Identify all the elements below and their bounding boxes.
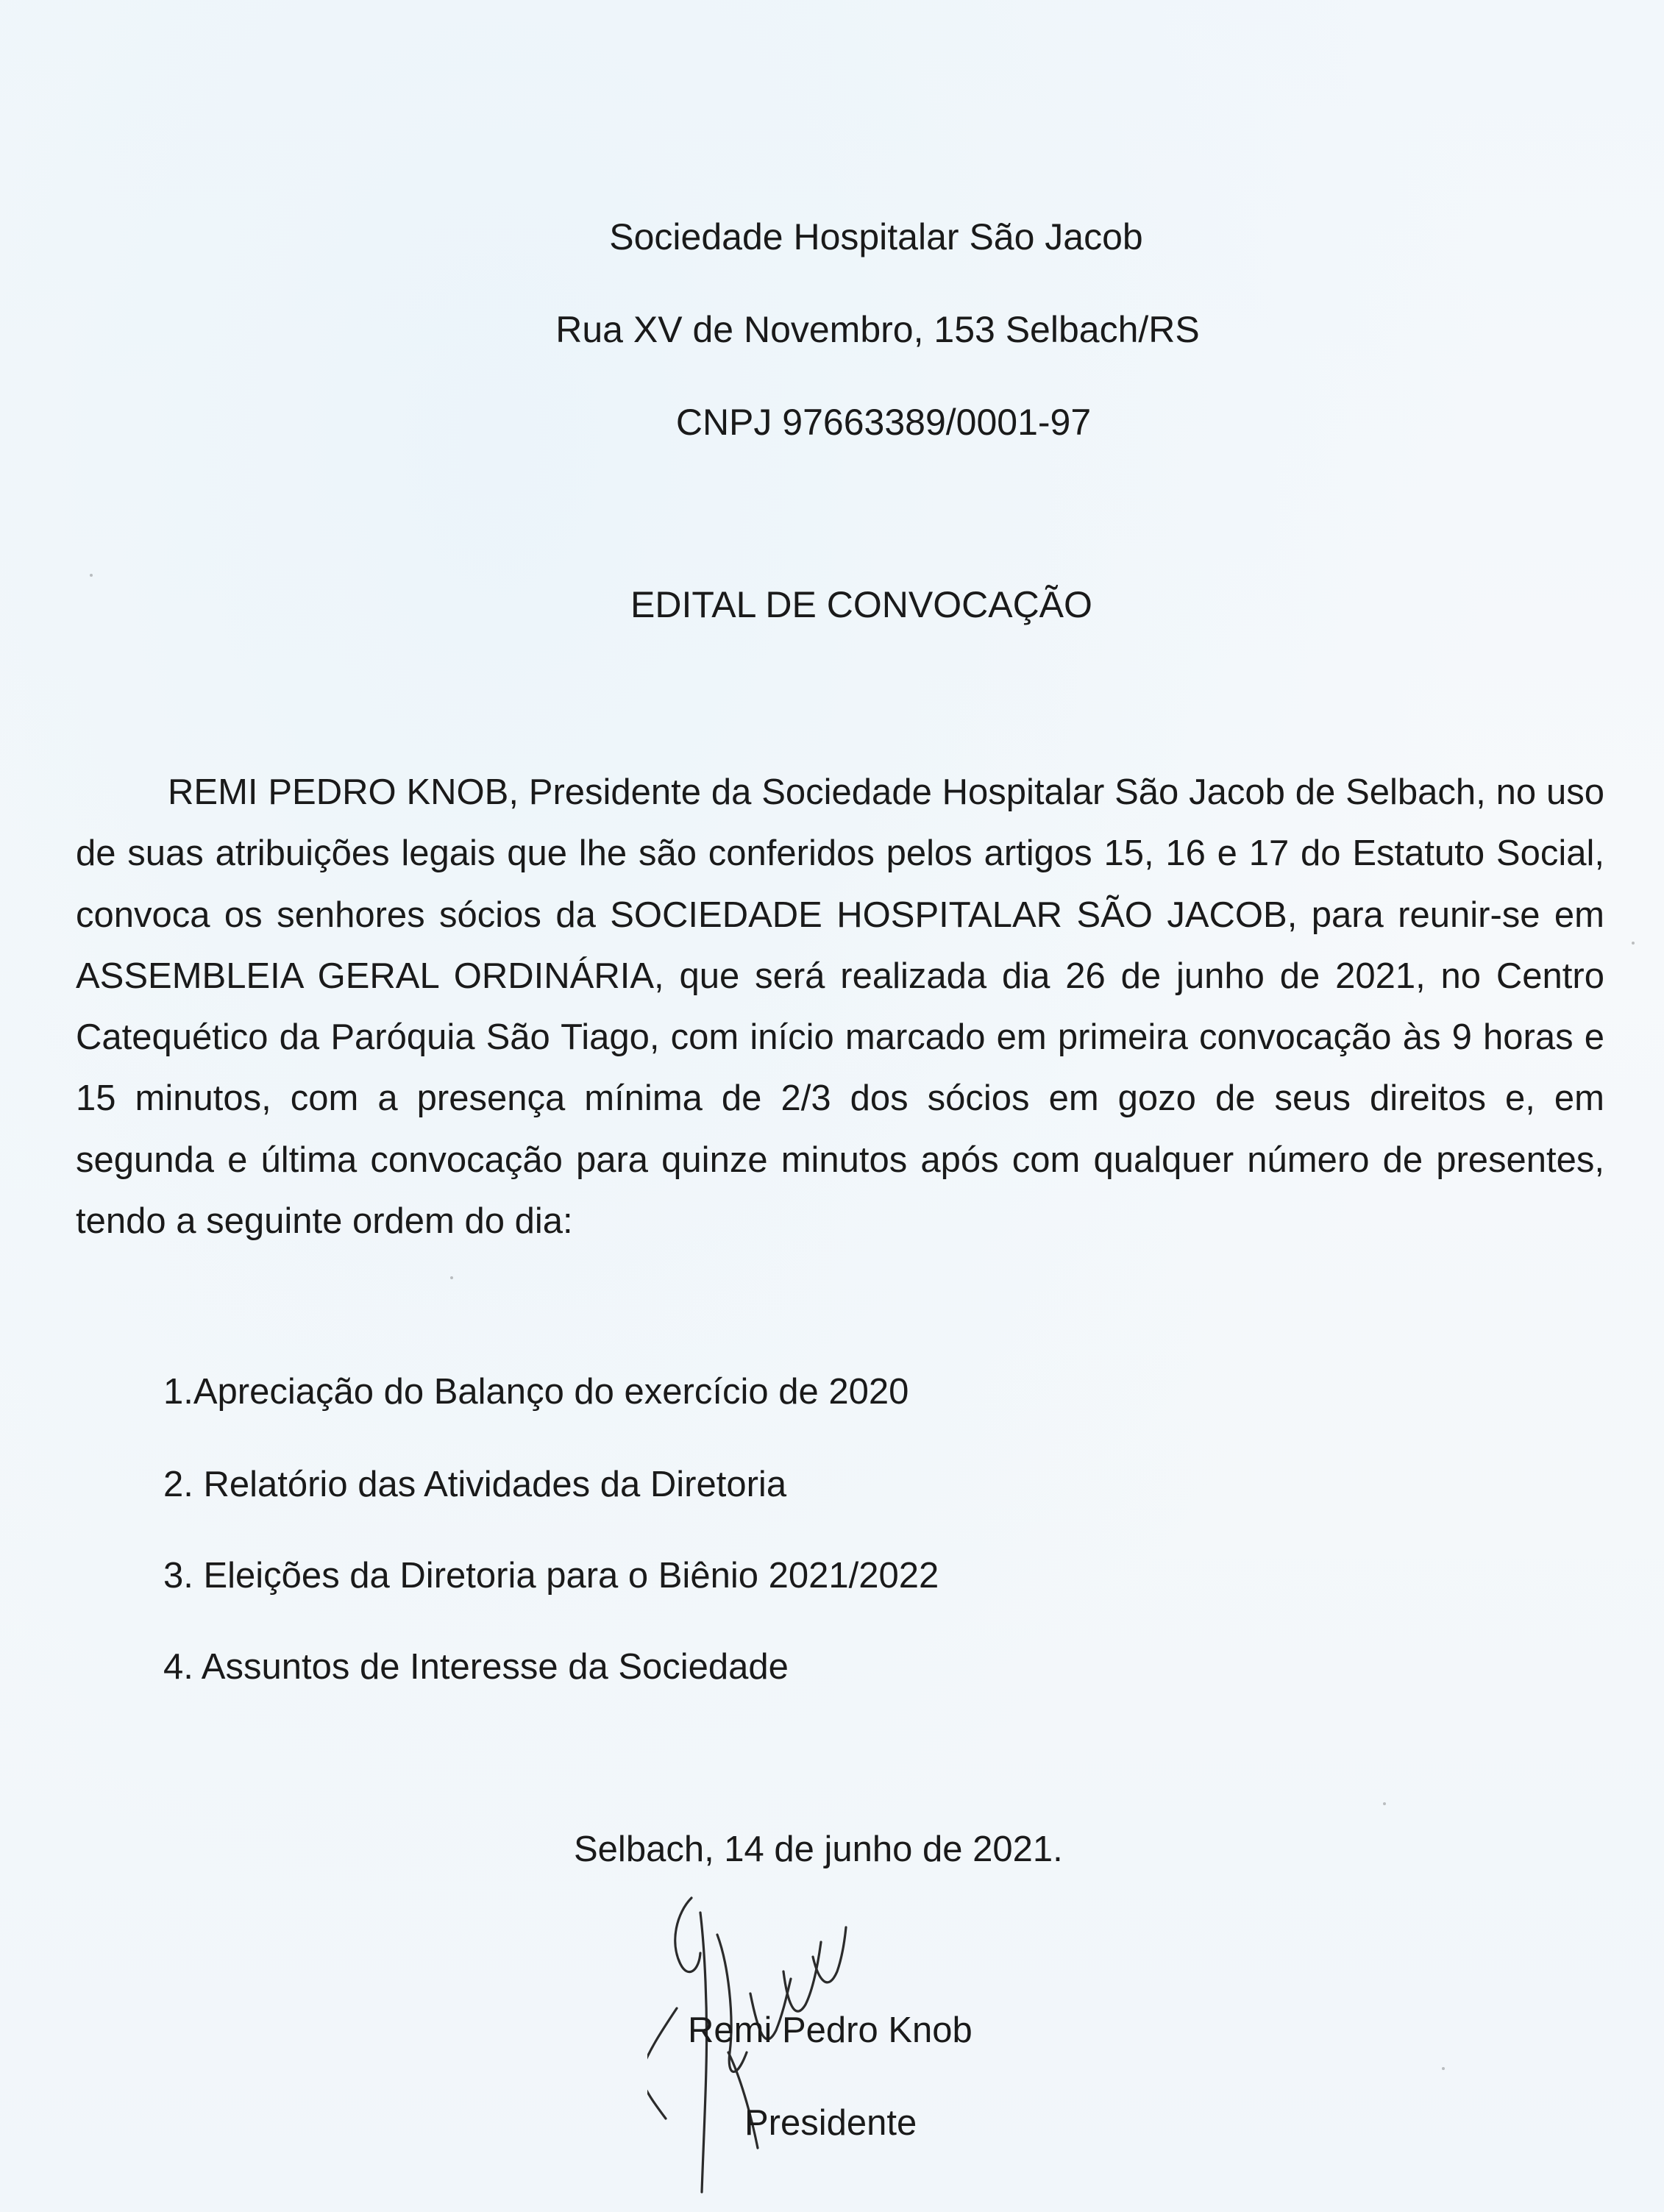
convocation-paragraph: REMI PEDRO KNOB, Presidente da Sociedade Hospitalar São Jacob de Selbach, no uso de suas atribuições legais que lhe são conferidos pelos artigos 15, 16 e 17 do Estatuto Social, convoca os senhores sócios da SOCIEDADE HOSPITALAR SÃO JACOB, para reunir-se em ASSEMBLEIA GERAL ORDINÁRIA, que será realizada dia 26 de junho de 2021, no Centro Catequético da Paróquia São Tiago, com início marcado em primeira convocação às 9 horas e 15 minutos, com a presença mínima de 2/3 dos sócios em gozo de seus direitos e, em segunda e última convocação para quinze minutos após com qualquer número de presentes, tendo a seguinte ordem do dia: (76, 772, 1604, 1242)
document-title: EDITAL DE CONVOCAÇÃO (630, 584, 1092, 625)
agenda-item: 2. Relatório das Atividades da Diretoria (163, 1465, 787, 1504)
organization-address: Rua XV de Novembro, 153 Selbach/RS (555, 309, 1200, 350)
signature-stroke (675, 1898, 700, 1972)
paper-speck (1383, 1802, 1386, 1805)
agenda-item: 4. Assuntos de Interesse da Sociedade (163, 1647, 789, 1687)
paper-speck (90, 574, 93, 577)
agenda-item: 1.Apreciação do Balanço do exercício de 2020 (163, 1372, 909, 1412)
place-and-date: Selbach, 14 de junho de 2021. (574, 1829, 1063, 1869)
paper-speck (450, 1276, 453, 1279)
signer-name: Remi Pedro Knob (688, 2010, 973, 2050)
signer-role: Presidente (744, 2103, 917, 2143)
signature-stroke (783, 1942, 821, 2011)
organization-name: Sociedade Hospitalar São Jacob (609, 216, 1143, 257)
signature-stroke (647, 2008, 677, 2119)
signature-stroke (813, 1927, 846, 1982)
paper-speck (1632, 942, 1635, 945)
agenda-item: 3. Eleições da Diretoria para o Biênio 2021/2022 (163, 1556, 939, 1596)
organization-cnpj: CNPJ 97663389/0001-97 (675, 402, 1092, 443)
paper-speck (1442, 2067, 1445, 2070)
